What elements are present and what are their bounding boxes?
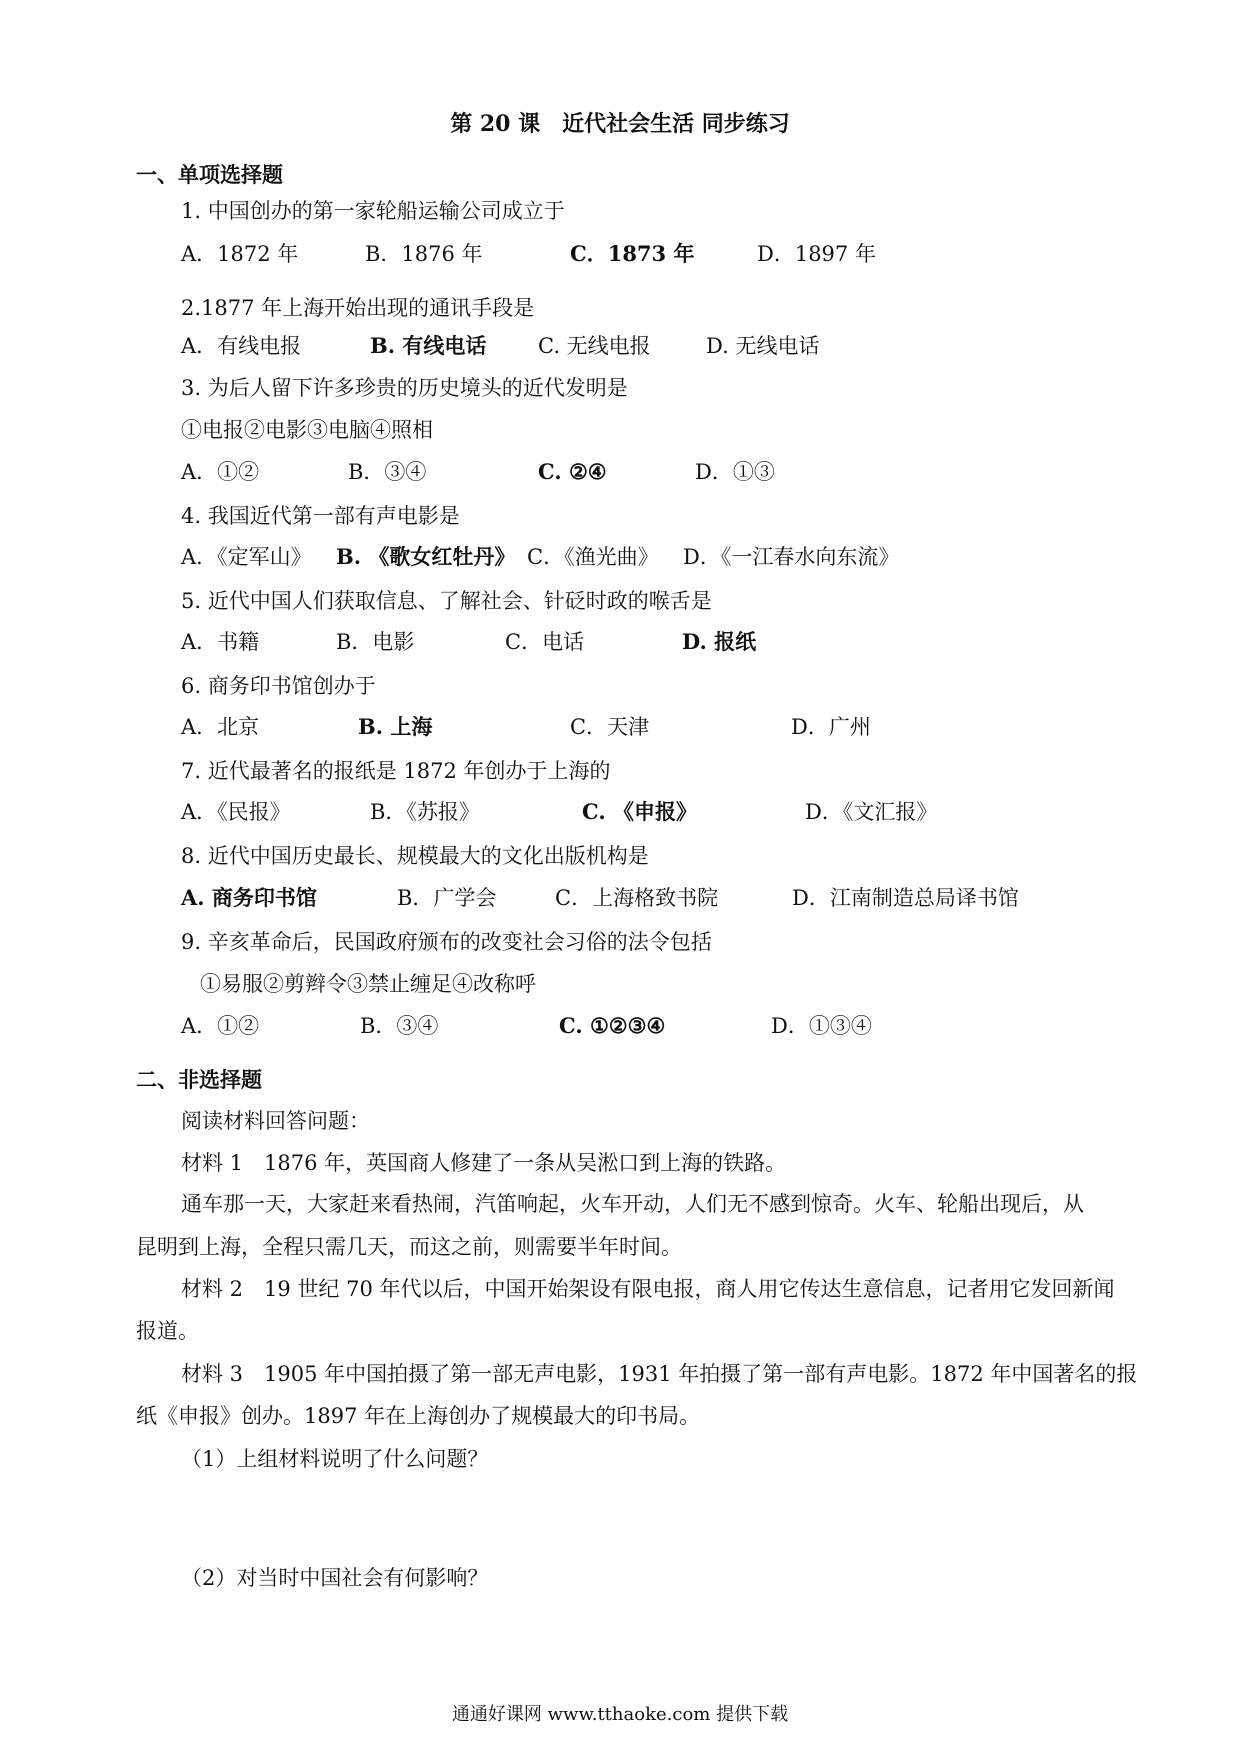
reading-intro: 阅读材料回答问题： <box>181 1109 370 1133</box>
option-d: D．《一江春水向东流》 <box>683 545 900 569</box>
option-b: B．电影 <box>336 630 415 654</box>
option-a: A．北京 <box>181 715 260 739</box>
option-d: D．①③ <box>695 460 775 484</box>
material-1-text: 材料 1 1876 年，英国商人修建了一条从吴淞口到上海的铁路。 <box>181 1151 787 1175</box>
option-a: A．1872 年 <box>181 242 299 266</box>
material-2-text: 报道。 <box>136 1319 199 1343</box>
option-c: C．天津 <box>570 715 650 739</box>
option-c: C. 无线电报 <box>538 334 651 358</box>
option-c: C．上海格致书院 <box>555 886 719 910</box>
material-2-text: 材料 2 19 世纪 70 年代以后，中国开始架设有限电报，商人用它传达生意信息，记者用它发回新闻 <box>181 1277 1115 1301</box>
page-footer: 通通好课网 www.tthaoke.com 提供下载 <box>451 1704 789 1725</box>
sub-question-2: （2）对当时中国社会有何影响？ <box>181 1566 489 1590</box>
section-heading-non-choice: 二、非选择题 <box>136 1067 262 1092</box>
material-3-text: 材料 3 1905 年中国拍摄了第一部无声电影，1931 年拍摄了第一部有声电影。1872 年中国著名的报 <box>181 1362 1138 1386</box>
section-heading-single-choice: 一、单项选择题 <box>136 162 283 187</box>
option-b: B．《苏报》 <box>370 800 480 824</box>
option-c: C．电话 <box>505 630 585 654</box>
option-a: A．《民报》 <box>181 800 291 824</box>
option-d: D．广州 <box>791 715 871 739</box>
option-c-answer: C. ①②③④ <box>559 1013 666 1038</box>
option-a: A．①② <box>181 1014 260 1038</box>
option-c-answer: C. ②④ <box>538 459 607 484</box>
material-1-text: 通车那一天，大家赶来看热闹，汽笛响起，火车开动，人们无不感到惊奇。火车、轮船出现后，从 <box>181 1192 1084 1216</box>
sub-question-1: （1）上组材料说明了什么问题？ <box>181 1447 489 1471</box>
option-b: B．广学会 <box>397 886 497 910</box>
material-1-text: 昆明到上海，全程只需几天，而这之前，则需要半年时间。 <box>136 1235 682 1259</box>
question-stem: 2.1877 年上海开始出现的通讯手段是 <box>181 296 535 320</box>
option-d: D. 无线电话 <box>706 334 820 358</box>
question-statements: ①电报②电影③电脑④照相 <box>181 418 433 442</box>
option-c-answer: C．1873 年 <box>570 241 695 266</box>
option-a-answer: A. 商务印书馆 <box>181 885 317 910</box>
question-stem: 8. 近代中国历史最长、规模最大的文化出版机构是 <box>181 844 649 868</box>
option-d: D．江南制造总局译书馆 <box>792 886 1019 910</box>
option-b-answer: B. 有线电话 <box>370 333 487 358</box>
page-title: 第 20 课 近代社会生活 同步练习 <box>450 111 790 137</box>
option-d: D．①③④ <box>771 1014 872 1038</box>
question-stem: 6. 商务印书馆创办于 <box>181 674 376 698</box>
option-a: A．有线电报 <box>181 334 302 358</box>
option-b: B．③④ <box>360 1014 439 1038</box>
option-b: B．③④ <box>348 460 427 484</box>
question-stem: 1. 中国创办的第一家轮船运输公司成立于 <box>181 199 565 223</box>
option-d: D．《文汇报》 <box>805 800 938 824</box>
option-c: C．《渔光曲》 <box>527 545 659 569</box>
option-b-answer: B. 《歌女红牡丹》 <box>336 544 516 569</box>
option-d: D．1897 年 <box>757 242 876 266</box>
question-stem: 3. 为后人留下许多珍贵的历史境头的近代发明是 <box>181 376 628 400</box>
question-statements: ①易服②剪辫令③禁止缠足④改称呼 <box>200 972 536 996</box>
question-stem: 5. 近代中国人们获取信息、了解社会、针砭时政的喉舌是 <box>181 589 712 613</box>
material-3-text: 纸《申报》创办。1897 年在上海创办了规模最大的印书局。 <box>136 1404 701 1428</box>
option-d-answer: D. 报纸 <box>682 629 757 654</box>
option-a: A．①② <box>181 460 260 484</box>
option-a: A．书籍 <box>181 630 260 654</box>
option-c-answer: C. 《申报》 <box>582 799 697 824</box>
option-a: A．《定军山》 <box>181 545 312 569</box>
question-stem: 7. 近代最著名的报纸是 1872 年创办于上海的 <box>181 759 611 783</box>
option-b-answer: B. 上海 <box>358 714 433 739</box>
option-b: B．1876 年 <box>365 242 483 266</box>
question-stem: 4. 我国近代第一部有声电影是 <box>181 504 460 528</box>
question-stem: 9. 辛亥革命后，民国政府颁布的改变社会习俗的法令包括 <box>181 930 712 954</box>
